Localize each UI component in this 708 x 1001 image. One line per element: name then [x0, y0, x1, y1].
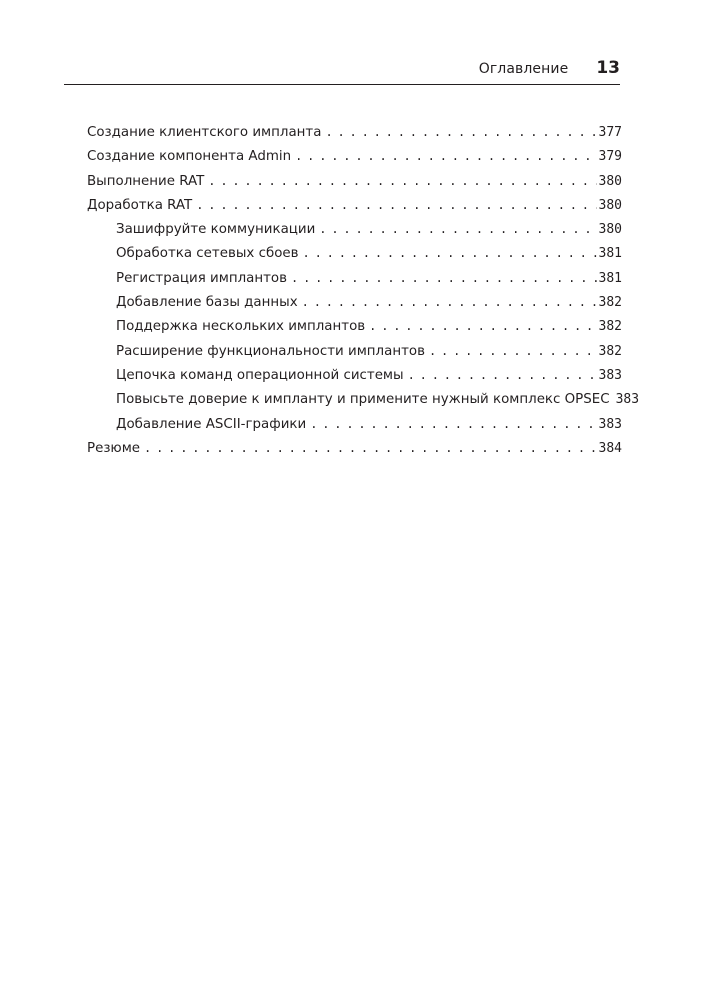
toc-entry-page: 380	[598, 173, 622, 189]
toc-entry[interactable]	[87, 144, 622, 168]
dot-leader	[325, 120, 596, 144]
toc-entry-title: Резюме	[87, 440, 141, 456]
toc-entry[interactable]	[87, 120, 622, 144]
page-number: 13	[596, 58, 620, 78]
toc-entry-page: 383	[598, 416, 622, 432]
toc-entry-page: 377	[598, 125, 622, 140]
toc-entry-title: Обработка сетевых сбоев	[116, 246, 299, 262]
toc-subentry[interactable]	[87, 339, 622, 363]
toc-subentry[interactable]	[87, 290, 622, 314]
toc-entry-title: Цепочка команд операционной системы	[116, 367, 404, 383]
dot-leader	[319, 217, 596, 241]
table-of-contents	[87, 120, 640, 460]
toc-entry-title: Добавление базы данных	[116, 295, 298, 311]
toc-entry-title: Поддержка нескольких имплантов	[116, 319, 366, 335]
toc-entry-page: 381	[598, 270, 622, 286]
toc-entry-page: 383	[598, 367, 622, 383]
toc-entry-page: 383	[615, 392, 640, 408]
toc-subentry[interactable]	[87, 241, 622, 265]
toc-entry-page: 380	[598, 222, 622, 238]
toc-subentry[interactable]	[87, 363, 622, 387]
dot-leader	[310, 412, 596, 436]
dot-leader	[144, 436, 596, 460]
toc-entry-page: 380	[598, 197, 622, 213]
toc-entry[interactable]	[87, 169, 622, 193]
toc-entry-page: 379	[598, 149, 622, 165]
toc-subentry[interactable]	[87, 387, 640, 411]
dot-leader	[408, 363, 597, 387]
dot-leader	[291, 266, 597, 290]
toc-entry-title: Создание компонента Admin	[87, 149, 292, 165]
toc-subentry[interactable]	[87, 266, 622, 290]
toc-entry-page: 384	[598, 440, 622, 456]
dot-leader	[369, 314, 596, 338]
dot-leader	[196, 193, 596, 217]
running-title: Оглавление	[478, 61, 569, 77]
toc-entry-title: Расширение функциональности имплантов	[116, 343, 425, 359]
toc-entry[interactable]	[87, 436, 622, 460]
toc-subentry[interactable]	[87, 217, 622, 241]
dot-leader	[303, 241, 597, 265]
toc-entry-page: 382	[598, 343, 622, 359]
page-header	[64, 58, 620, 85]
dot-leader	[295, 144, 596, 168]
toc-entry-title: Добавление ASCII-графики	[116, 416, 307, 432]
toc-entry-page: 381	[598, 246, 622, 262]
dot-leader	[208, 169, 596, 193]
toc-subentry[interactable]	[87, 412, 622, 436]
toc-entry-title: Выполнение RAT	[87, 173, 205, 189]
toc-entry-title: Повысьте доверие к импланту и примените нужный комплекс OPSEC	[116, 392, 610, 408]
toc-entry-title: Создание клиентского импланта	[87, 125, 322, 140]
toc-entry-page: 382	[598, 295, 622, 311]
toc-subentry[interactable]	[87, 314, 622, 338]
toc-entry-page: 382	[598, 319, 622, 335]
toc-entry[interactable]	[87, 193, 622, 217]
toc-entry-title: Регистрация имплантов	[116, 270, 288, 286]
toc-entry-title: Доработка RAT	[87, 197, 193, 213]
dot-leader	[302, 290, 597, 314]
dot-leader	[429, 339, 597, 363]
toc-entry-title: Зашифруйте коммуникации	[116, 222, 316, 238]
